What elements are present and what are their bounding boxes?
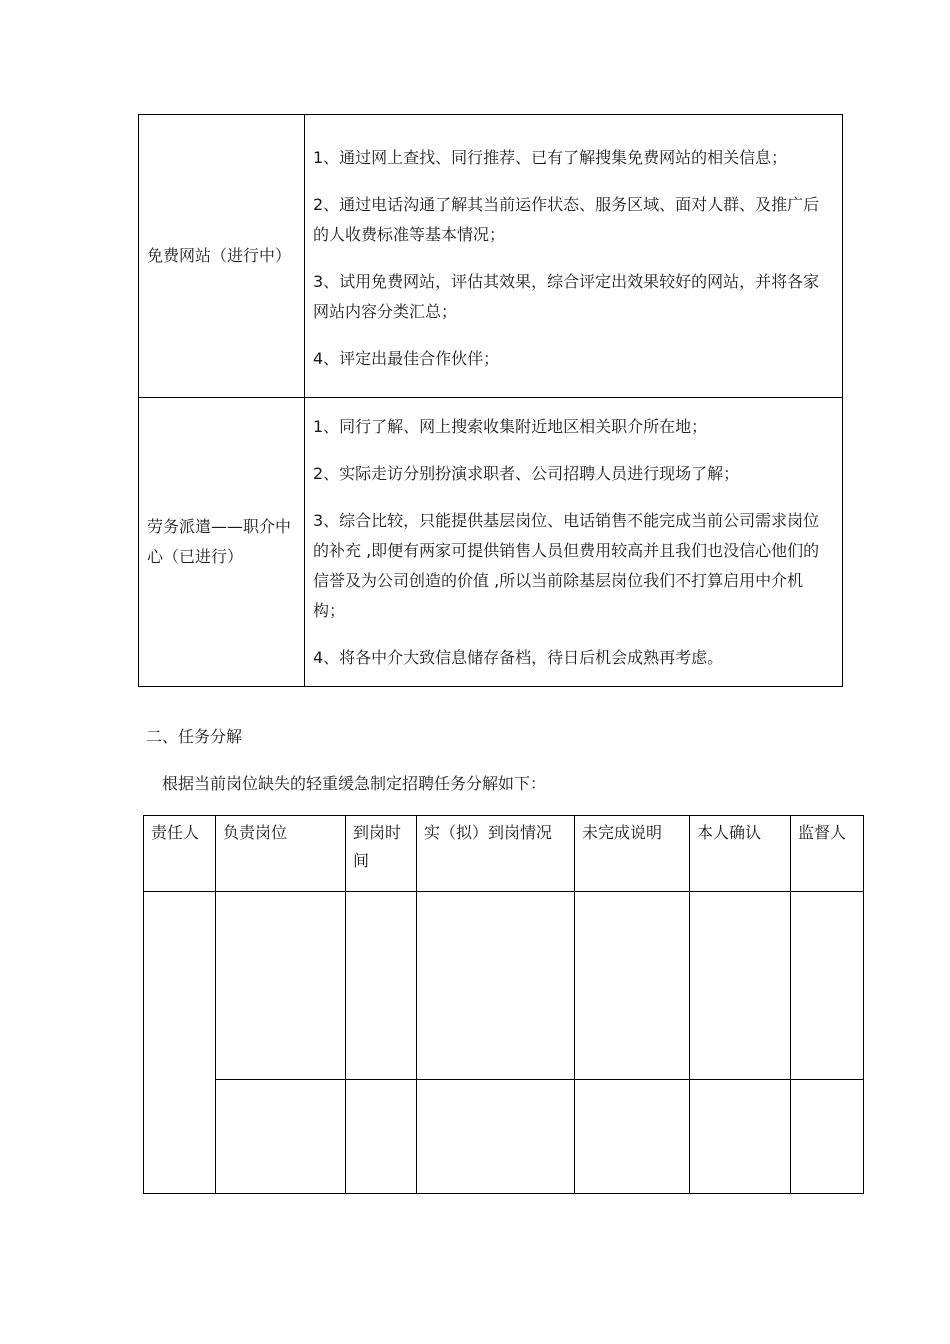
table-cell <box>346 1080 417 1194</box>
step-text: 2、实际走访分别扮演求职者、公司招聘人员进行现场了解； <box>313 463 740 483</box>
column-header: 责任人 <box>144 816 216 892</box>
column-header: 到岗时间 <box>346 816 417 892</box>
channel-name-cell: 免费网站（进行中） <box>139 115 305 398</box>
column-header: 实（拟）到岗情况 <box>417 816 575 892</box>
column-header: 负责岗位 <box>216 816 346 892</box>
column-header: 本人确认 <box>690 816 791 892</box>
table-cell <box>346 891 417 1079</box>
step-text: 4、评定出最佳合作伙伴； <box>313 348 500 368</box>
step-text: 2、通过电话沟通了解其当前运作状态、服务区域、面对人群、及推广后的人收费标准等基本情况； <box>313 194 820 244</box>
table-cell <box>216 891 346 1079</box>
table-header-row <box>144 816 864 892</box>
table-row <box>144 1080 864 1194</box>
table-cell <box>690 1080 791 1194</box>
table-cell <box>791 891 864 1079</box>
table-cell <box>575 1080 690 1194</box>
task-breakdown-table <box>143 815 864 1194</box>
step-text: 1、通过网上查找、同行推荐、已有了解搜集免费网站的相关信息； <box>313 147 788 167</box>
step-text: 1、同行了解、网上搜索收集附近地区相关职介所在地； <box>313 416 708 436</box>
table-cell <box>144 891 216 1193</box>
table-row <box>139 398 843 687</box>
section-heading: 二、任务分解 <box>146 727 243 746</box>
step-text: 4、将各中介大致信息储存备档，待日后机会成熟再考虑。 <box>313 647 724 667</box>
channel-name-cell: 劳务派遣——职介中心（已进行） <box>139 398 305 687</box>
table-row <box>139 115 843 398</box>
table-cell <box>690 891 791 1079</box>
table-row <box>144 891 864 1079</box>
step-text: 3、综合比较，只能提供基层岗位、电话销售不能完成当前公司需求岗位的补充 ,即便有两家可提供销售人员但费用较高并且我们也没信心他们的信誉及为公司创造的价值 ,所以当前除基层岗位我们不打算启用中介机构； <box>313 510 820 620</box>
column-header: 未完成说明 <box>575 816 690 892</box>
section-intro: 根据当前岗位缺失的轻重缓急制定招聘任务分解如下： <box>162 774 547 793</box>
table-cell <box>216 1080 346 1194</box>
table-cell <box>417 891 575 1079</box>
step-text: 3、试用免费网站，评估其效果，综合评定出效果较好的网站，并将各家网站内容分类汇总； <box>313 271 820 321</box>
channel-steps-cell <box>305 115 843 398</box>
table-cell <box>575 891 690 1079</box>
table-cell <box>791 1080 864 1194</box>
column-header: 监督人 <box>791 816 864 892</box>
channel-steps-cell <box>305 398 843 687</box>
table-cell <box>417 1080 575 1194</box>
recruitment-channel-table <box>138 114 843 687</box>
